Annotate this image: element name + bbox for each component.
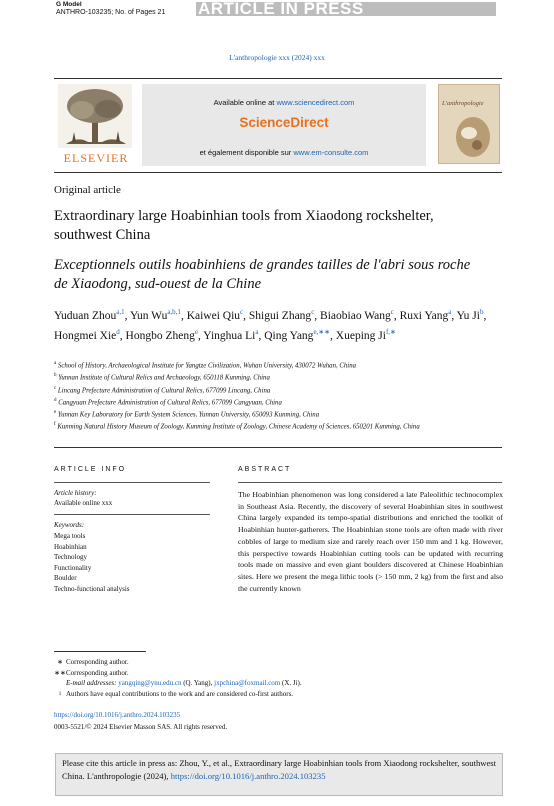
affiliation-list	[54, 359, 484, 433]
author-affiliation-marker[interactable]: c	[240, 308, 244, 316]
sciencedirect-brand[interactable]: ScienceDirect	[239, 115, 329, 130]
affiliation-text: Yunnan Institute of Cultural Relics and Archaeology, 650118 Kunming, China	[56, 374, 270, 382]
em-consulte-line	[142, 148, 426, 157]
email-owner-yang: (Q. Yang),	[181, 679, 215, 687]
footnote-symbol: ∗∗	[54, 668, 66, 677]
affiliation-item	[54, 396, 484, 408]
author-list: Yuduan Zhou$^{a,1}$, Yun Wu$^{a,b,1}$, Kaiwei Qiu$^c$, Shigui Zhang$^c$, Biaobiao Wang$^c$, Ruxi Yang$^a$, Yu Ji$^b$, Hongmei Xie$^d$, Hongbo Zheng$^e$, Yinghua Li$^a$, Qing Yang$^{e,∗∗}$, Xueping $Ji^{f,∗}$	[54, 308, 487, 342]
author-name: Hongmei Xie	[54, 329, 117, 342]
citation-text: Please cite this article in press as: Zhou, Y., et al., Extraordinary large Hoabinhian tools from Xiaodong rockshelter, southwest China. L'anthropologie (2024),	[62, 758, 496, 781]
affiliation-text: Kunming Natural History Museum of Zoology, Kunming Institute of Zoology, Chinese Academy of Sciences, 650201 Kunming, China	[55, 423, 420, 431]
article-type: Original article	[54, 184, 121, 196]
affiliation-item	[54, 371, 484, 383]
cover-title: L'anthropologie	[442, 100, 484, 107]
elsevier-wordmark: ELSEVIER	[63, 151, 129, 165]
author-name: Kaiwei Qiu	[186, 309, 241, 322]
email-addresses	[54, 678, 484, 689]
author-affiliation-marker[interactable]: c	[311, 308, 315, 316]
equal-contribution-note	[54, 689, 484, 700]
available-prefix: Available online at	[213, 98, 277, 107]
footnote-rule	[54, 651, 146, 652]
footnotes	[54, 657, 484, 699]
email-link-ji[interactable]: jxpchina@foxmail.com	[214, 679, 281, 687]
doi-link[interactable]: https://doi.org/10.1016/j.anthro.2024.103235	[54, 711, 181, 719]
affiliation-text: School of History, Archaeological Institute for Yangtze Civilization, Wuhan University, 430072 Wuhan, China	[56, 362, 356, 370]
alt-prefix: et également disponible sur	[199, 148, 294, 157]
keywords-list	[54, 531, 130, 595]
affiliation-text: Cangyuan Prefecture Administration of Cultural Relics, 677099 Cangyuan, China	[56, 399, 282, 407]
author-name: Yuduan Zhou	[54, 309, 117, 322]
affiliation-key: b	[54, 373, 57, 379]
affiliation-item	[54, 384, 484, 396]
author-affiliation-marker[interactable]: d	[116, 327, 120, 336]
author-name: Hongbo Zheng	[125, 329, 195, 342]
author-name: Yu Ji	[456, 309, 480, 322]
g-model-label: G Model	[56, 1, 82, 8]
author-affiliation-marker[interactable]: a,b,1	[167, 308, 181, 316]
author-affiliation-marker[interactable]: f,∗	[385, 327, 396, 336]
footnote-text: Authors have equal contributions to the work and are considered co-first authors.	[66, 689, 294, 698]
email-label: E-mail addresses:	[66, 679, 117, 687]
email-link-yang[interactable]: yangqing@ynu.edu.cn	[118, 679, 182, 687]
author-affiliation-marker[interactable]: a,1	[116, 308, 125, 316]
author-name: Biaobiao Wang	[320, 309, 391, 322]
journal-line[interactable]: L'anthropologie xxx (2024) xxx	[229, 53, 325, 62]
author-name: Ruxi Yang	[399, 309, 449, 322]
sciencedirect-link[interactable]: www.sciencedirect.com	[276, 98, 355, 107]
author-affiliation-marker[interactable]: b	[479, 308, 484, 316]
affiliation-text: Lincang Prefecture Administration of Cultural Relics, 677099 Lincang, China	[56, 386, 271, 394]
affiliation-key: c	[54, 385, 57, 391]
keywords-label: Keywords:	[54, 521, 85, 529]
article-history-label: Article history:	[54, 489, 97, 497]
author-affiliation-marker[interactable]: a	[448, 308, 452, 316]
cover-art	[439, 85, 499, 163]
copyright-line: 0003-5521/© 2024 Elsevier Masson SAS. All rights reserved.	[54, 723, 228, 731]
affiliation-text: Yunnan Key Laboratory for Earth System Sciences, Yunnan University, 650093 Kunming, China	[56, 411, 320, 419]
keyword-item: Techno-functional analysis	[54, 584, 130, 593]
keyword-item: Hoabinhian	[54, 542, 87, 551]
author-name: Shigui Zhang	[248, 309, 312, 322]
keyword-item: Mega tools	[54, 532, 86, 540]
affiliation-key: a	[54, 361, 57, 366]
citation-doi-link[interactable]: https://doi.org/10.1016/j.anthro.2024.103235	[170, 770, 326, 781]
author-affiliation-marker[interactable]: e	[194, 327, 198, 336]
author-name: Yun Wu	[129, 309, 168, 322]
author-name: Yinghua Li	[203, 329, 256, 342]
corresponding-author-note-2	[54, 668, 484, 679]
author-affiliation-marker[interactable]: a	[255, 327, 259, 336]
footnote-symbol: 1	[58, 690, 62, 697]
email-owner-ji: (X. Ji).	[280, 679, 302, 687]
citation-box	[55, 753, 503, 796]
header-rule-top	[54, 78, 502, 79]
affiliation-key: d	[54, 397, 57, 403]
footnote-symbol: ∗	[57, 658, 63, 666]
article-history-value: Available online xxx	[54, 499, 113, 507]
affiliation-item	[54, 359, 484, 371]
keywords-rule	[54, 514, 210, 515]
affiliation-item	[54, 420, 484, 432]
available-online-line	[142, 98, 426, 107]
affiliation-rule	[54, 447, 502, 448]
author-affiliation-marker[interactable]: e,∗∗	[313, 327, 331, 336]
author-name: Qing Yang	[264, 329, 314, 342]
affiliation-item	[54, 408, 484, 420]
article-title-french: Exceptionnels outils hoabinhiens de grandes tailles de l'abri sous roche de Xiaodong, sud-ouest de la Chine	[54, 257, 471, 292]
affiliation-key: e	[54, 410, 57, 416]
affiliation-key: f	[54, 422, 56, 428]
journal-cover-image[interactable]	[438, 84, 500, 164]
keyword-item: Technology	[54, 553, 87, 562]
footnote-text: Corresponding author.	[66, 658, 129, 666]
article-info-rule	[54, 482, 210, 483]
abstract-text: The Hoabinhian phenomenon was long considered a late Paleolithic technocomplex in Southeast Asia. Recently, the discovery of several Hoabinhian sites in southwest China largely expanded its tempo-spatial distributions and enriched the toolkit of Hoabinhian hunter-gatherers. The Hoabinhian stone tools are often made with river cobbles of large to medium size and rarely reach over 150 mm and 1 kg. However, this perspective towards Hoabinhian cutting tools can be updated with recurring tools made on massive and even giant boulders discovered at Chinese Hoabinhian sites. Here we present the mega lithic tools (> 150 mm, 2 kg) from the first and also the currently known	[238, 490, 503, 593]
corresponding-author-note-1	[54, 657, 484, 668]
abstract-heading: ABSTRACT	[238, 466, 292, 473]
article-info-heading: ARTICLE INFO	[54, 466, 127, 473]
footnote-text: Corresponding author.	[66, 668, 129, 677]
keyword-item: Boulder	[54, 574, 77, 583]
header-rule-bottom	[54, 172, 502, 173]
abstract-rule	[238, 482, 502, 483]
article-in-press-banner: ARTICLE IN PRESS	[196, 2, 496, 16]
manuscript-id: ANTHRO-103235; No. of Pages 21	[56, 9, 166, 16]
keyword-item: Functionality	[54, 563, 92, 572]
author-name: Xueping Ji	[335, 329, 386, 342]
em-consulte-link[interactable]: www.em-consulte.com	[293, 148, 369, 157]
author-affiliation-marker[interactable]: c	[390, 308, 394, 316]
article-title-english: Extraordinary large Hoabinhian tools from Xiaodong rockshelter, southwest China	[54, 208, 434, 243]
